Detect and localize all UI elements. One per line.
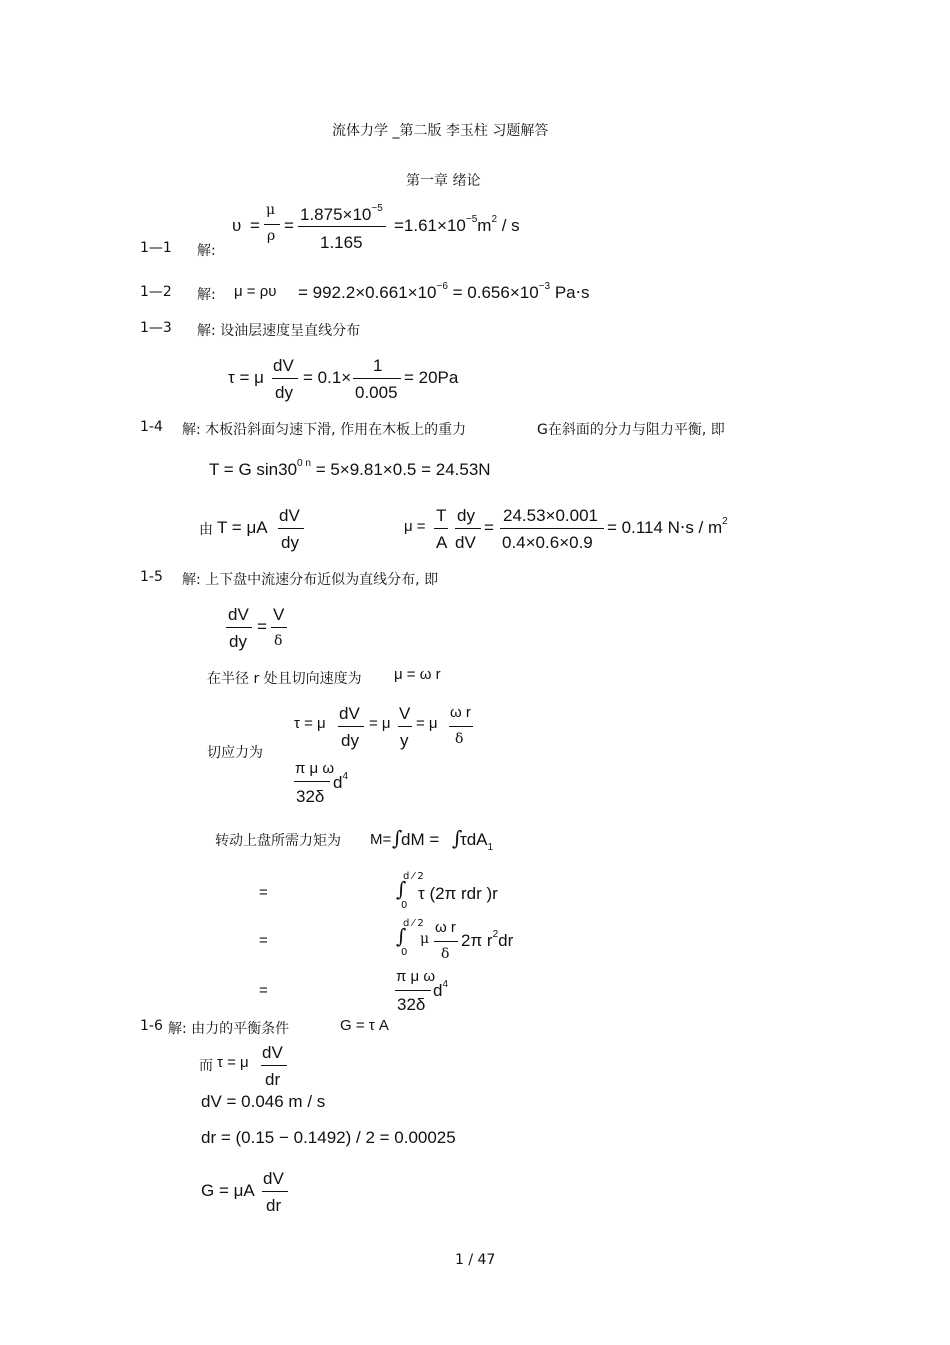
solution-label: 解: <box>197 287 216 303</box>
32-delta: 32δ <box>296 787 325 806</box>
tau-dA: τdA$_1$ <box>460 830 494 853</box>
lower-limit: 0 <box>401 947 408 958</box>
dr: dr <box>265 1070 281 1089</box>
pi-mu-omega: π μ ω <box>295 760 335 777</box>
eq-0-1: = 0.1× <box>303 368 352 387</box>
dV: dV <box>455 533 476 552</box>
problem-text: 解: 设油层速度呈直线分布 <box>197 323 361 339</box>
fraction-denominator: 0.4×0.6×0.9 <box>502 533 593 552</box>
32-delta: 32δ <box>397 995 426 1014</box>
upper-limit: d ⁄ 2 <box>403 871 424 882</box>
result: = 20Pa <box>404 368 459 387</box>
eq-mu: = μ <box>369 715 391 732</box>
upsilon-symbol: υ <box>232 216 242 235</box>
dV: dV <box>273 356 294 375</box>
dV: dV <box>339 704 360 723</box>
problem-label: 1-4 <box>140 419 163 435</box>
denominator: 0.005 <box>355 383 398 402</box>
dr: dr <box>266 1196 282 1215</box>
upper-limit: d ⁄ 2 <box>403 918 424 929</box>
problem-text: 解: 上下盘中流速分布近似为直线分布, 即 <box>182 572 439 588</box>
V: V <box>273 605 285 624</box>
equals-sign: = <box>484 518 494 537</box>
tau-mu: τ = μ <box>294 715 326 732</box>
tau-mu: τ = μ <box>217 1054 249 1071</box>
delta-symbol: δ <box>274 633 283 649</box>
velocity-difference: dV = 0.046 m / s <box>201 1092 326 1111</box>
problem-label: 1—1 <box>140 240 172 256</box>
dy: dy <box>229 632 247 651</box>
numerator-one: 1 <box>373 356 383 375</box>
pi-mu-omega: π μ ω <box>396 968 436 985</box>
lower-limit: 0 <box>401 900 408 911</box>
radius-text: 在半径 r 处且切向速度为 <box>207 671 362 687</box>
problem-text: 解: 木板沿斜面匀速下滑, 作用在木板上的重力 <box>182 422 467 438</box>
page-number: 1 / 47 <box>455 1252 496 1268</box>
viscosity-equation: = $992.2\times 0.661\times 10^{-6} = 0.656\times 10^{-3}$ Pa⋅s <box>298 281 590 302</box>
rho-symbol: ρ <box>267 228 276 244</box>
tension-equation: T = G $\sin 30^{0 n} = 5\times 9.81\times 0.5 = 24.53N$ <box>209 458 491 479</box>
M-eq: M= <box>370 831 392 848</box>
dM: dM = <box>401 830 440 849</box>
fraction-numerator: 24.53×0.001 <box>503 506 599 525</box>
A: A <box>436 533 448 552</box>
dV: dV <box>262 1043 283 1062</box>
result: $=1.61\times 10^{-5}m^2 / s$ <box>394 214 520 235</box>
dV: dV <box>263 1169 284 1188</box>
integral-sign: ∫ <box>396 924 407 948</box>
omega-r: ω r <box>435 919 456 936</box>
integral-sign: ∫ <box>392 826 403 850</box>
mu-eq: μ = <box>404 518 426 535</box>
dy: dy <box>341 731 359 750</box>
force-balance: G = τ A <box>340 1017 389 1034</box>
you-text: 由 <box>199 522 213 538</box>
equals-sign: = <box>250 216 260 235</box>
mu-symbol: μ <box>420 931 430 947</box>
equals-sign: = <box>259 982 268 999</box>
dV: dV <box>279 506 300 525</box>
fraction-numerator: $1.875\times 10^{-5}$ <box>300 203 383 224</box>
dy: dy <box>281 533 299 552</box>
eq-mu: = μ <box>416 715 438 732</box>
solution-label: 解: <box>197 243 216 259</box>
integrand-2: 2π $r^2dr$ <box>461 929 514 950</box>
integral-sign: ∫ <box>452 826 463 850</box>
problem-label: 1-6 <box>140 1018 163 1034</box>
d-power: $d^4$ <box>433 979 449 1000</box>
delta-symbol: δ <box>441 946 450 962</box>
G-mu-A: G = μA <box>201 1181 255 1200</box>
gap-thickness: dr = (0.15 − 0.1492) / 2 = 0.00025 <box>201 1128 456 1147</box>
shear-label: 切应力为 <box>207 745 263 761</box>
integral-sign: ∫ <box>396 877 407 901</box>
result: = 0.114 $N\cdot s / m^2$ <box>607 516 728 537</box>
equals-sign: = <box>259 932 268 949</box>
problem-text-2: G在斜面的分力与阻力平衡, 即 <box>537 422 725 438</box>
T: T <box>436 506 447 525</box>
dy: dy <box>275 383 293 402</box>
tau-mu: τ = μ <box>228 368 264 387</box>
problem-label: 1—3 <box>140 320 172 336</box>
dV: dV <box>228 605 249 624</box>
problem-text: 解: 由力的平衡条件 <box>168 1021 290 1037</box>
page-title: 流体力学 _第二版 李玉柱 习题解答 <box>332 123 549 139</box>
integrand-1: τ (2π rdr )r <box>418 884 498 903</box>
equals-sign: = <box>257 617 267 636</box>
equals-sign: = <box>284 216 294 235</box>
mu-rho-upsilon: μ = ρυ <box>234 283 277 300</box>
T-mu-A: T = μA <box>217 518 268 537</box>
torque-label: 转动上盘所需力矩为 <box>215 833 341 849</box>
tangential-velocity: μ = ω r <box>394 666 441 683</box>
mu-symbol: μ <box>266 202 276 218</box>
y: y <box>400 731 409 750</box>
omega-r: ω r <box>450 704 471 721</box>
fraction-denominator: 1.165 <box>320 233 363 252</box>
V: V <box>399 704 411 723</box>
dy: dy <box>457 506 475 525</box>
problem-label: 1—2 <box>140 284 172 300</box>
delta-symbol: δ <box>455 731 464 747</box>
d-power: $d^4$ <box>333 771 349 792</box>
chapter-title: 第一章 绪论 <box>406 173 481 189</box>
equals-sign: = <box>259 884 268 901</box>
er-text: 而 <box>199 1058 213 1074</box>
problem-label: 1-5 <box>140 569 163 585</box>
